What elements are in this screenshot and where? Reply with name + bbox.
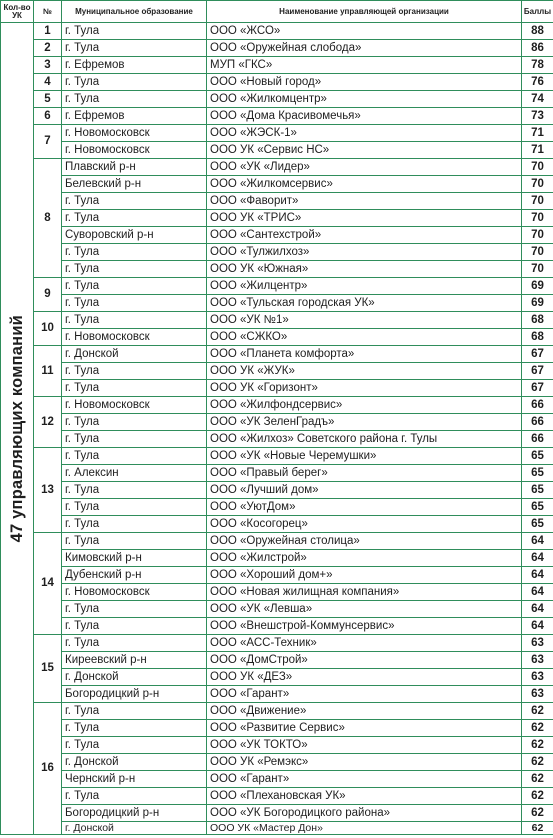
table-row <box>1 261 553 278</box>
municipality-cell: г. Тула <box>62 210 207 227</box>
score-cell: 67 <box>522 346 553 363</box>
score-cell: 62 <box>522 703 553 720</box>
score-cell: 74 <box>522 91 553 108</box>
municipality-cell: Белевский р-н <box>62 176 207 193</box>
table-row <box>1 397 553 414</box>
score-cell: 70 <box>522 176 553 193</box>
score-cell: 73 <box>522 108 553 125</box>
table-row <box>1 431 553 448</box>
municipality-cell: г. Тула <box>62 74 207 91</box>
organization-cell: ООО «Движение» <box>207 703 522 720</box>
municipality-cell: г. Тула <box>62 23 207 40</box>
score-cell: 62 <box>522 737 553 754</box>
score-cell: 63 <box>522 669 553 686</box>
table-row <box>1 822 553 835</box>
organization-cell: ООО «Жилцентр» <box>207 278 522 295</box>
table-row <box>1 142 553 159</box>
organization-cell: ООО «СЖКО» <box>207 329 522 346</box>
municipality-cell: г. Тула <box>62 482 207 499</box>
score-cell: 71 <box>522 125 553 142</box>
organization-cell: ООО «Оружейная столица» <box>207 533 522 550</box>
score-cell: 69 <box>522 278 553 295</box>
table-row <box>1 533 553 550</box>
organization-cell: ООО «ЖЭСК-1» <box>207 125 522 142</box>
municipality-cell: г. Тула <box>62 431 207 448</box>
rank-cell: 3 <box>34 57 62 74</box>
organization-cell: ООО УК «ДЕЗ» <box>207 669 522 686</box>
score-cell: 62 <box>522 822 553 835</box>
rank-cell: 1 <box>34 23 62 40</box>
score-cell: 78 <box>522 57 553 74</box>
organization-cell: ООО «Жилкомсервис» <box>207 176 522 193</box>
score-cell: 65 <box>522 448 553 465</box>
table-row <box>1 482 553 499</box>
organization-cell: ООО «УК ЗеленГрадъ» <box>207 414 522 431</box>
score-cell: 63 <box>522 635 553 652</box>
organization-cell: ООО «УК ТОКТО» <box>207 737 522 754</box>
table-row <box>1 176 553 193</box>
organization-cell: ООО «УК «Новые Черемушки» <box>207 448 522 465</box>
score-cell: 67 <box>522 380 553 397</box>
municipality-cell: г. Тула <box>62 414 207 431</box>
table-body <box>1 23 553 835</box>
header-num: № <box>34 1 62 23</box>
score-cell: 70 <box>522 227 553 244</box>
table-row <box>1 567 553 584</box>
rank-cell: 13 <box>34 448 62 533</box>
municipality-cell: г. Тула <box>62 516 207 533</box>
municipality-cell: г. Тула <box>62 601 207 618</box>
table-row <box>1 669 553 686</box>
organization-cell: ООО «Фаворит» <box>207 193 522 210</box>
organization-cell: ООО «Оружейная слобода» <box>207 40 522 57</box>
score-cell: 70 <box>522 244 553 261</box>
rank-cell: 15 <box>34 635 62 703</box>
organization-cell: ООО «Гарант» <box>207 686 522 703</box>
organization-cell: ООО «Новая жилищная компания» <box>207 584 522 601</box>
score-cell: 64 <box>522 584 553 601</box>
municipality-cell: г. Донской <box>62 346 207 363</box>
table-row <box>1 414 553 431</box>
organization-cell: ООО «УютДом» <box>207 499 522 516</box>
score-cell: 64 <box>522 618 553 635</box>
score-cell: 63 <box>522 652 553 669</box>
rank-cell: 7 <box>34 125 62 159</box>
organization-cell: ООО УК «ЖУК» <box>207 363 522 380</box>
rank-cell: 11 <box>34 346 62 397</box>
table-row <box>1 329 553 346</box>
table-row <box>1 74 553 91</box>
municipality-cell: г. Новомосковск <box>62 125 207 142</box>
rank-cell: 9 <box>34 278 62 312</box>
score-cell: 69 <box>522 295 553 312</box>
score-cell: 64 <box>522 533 553 550</box>
header-municipality: Муниципальное образование <box>62 1 207 23</box>
score-cell: 65 <box>522 465 553 482</box>
score-cell: 66 <box>522 414 553 431</box>
organization-cell: ООО «Жилфондсервис» <box>207 397 522 414</box>
municipality-cell: г. Ефремов <box>62 108 207 125</box>
rank-cell: 6 <box>34 108 62 125</box>
municipality-cell: Киреевский р-н <box>62 652 207 669</box>
municipality-cell: г. Тула <box>62 261 207 278</box>
table-row <box>1 703 553 720</box>
score-cell: 70 <box>522 261 553 278</box>
score-cell: 62 <box>522 720 553 737</box>
table-row <box>1 159 553 176</box>
organization-cell: ООО «Жилхоз» Советского района г. Тулы <box>207 431 522 448</box>
rank-cell: 14 <box>34 533 62 635</box>
score-cell: 71 <box>522 142 553 159</box>
table-row <box>1 686 553 703</box>
organization-cell: ООО «Лучший дом» <box>207 482 522 499</box>
rank-cell: 4 <box>34 74 62 91</box>
organization-cell: ООО УК «Горизонт» <box>207 380 522 397</box>
municipality-cell: г. Тула <box>62 533 207 550</box>
header-organization: Наименование управляющей организации <box>207 1 522 23</box>
table-row <box>1 363 553 380</box>
rank-cell: 8 <box>34 159 62 278</box>
organization-cell: ООО УК «Мастер Дон» <box>207 822 522 835</box>
header-row <box>1 1 553 23</box>
municipality-cell: г. Тула <box>62 193 207 210</box>
table-row <box>1 448 553 465</box>
score-cell: 63 <box>522 686 553 703</box>
organization-cell: ООО «Жилкомцентр» <box>207 91 522 108</box>
table-row <box>1 516 553 533</box>
table-row <box>1 57 553 74</box>
organization-cell: ООО «УК «Левша» <box>207 601 522 618</box>
municipality-cell: г. Тула <box>62 363 207 380</box>
score-cell: 66 <box>522 431 553 448</box>
header-score: Баллы <box>522 1 553 23</box>
organization-cell: ООО «Правый берег» <box>207 465 522 482</box>
table-row <box>1 584 553 601</box>
municipality-cell: Чернский р-н <box>62 771 207 788</box>
score-cell: 64 <box>522 601 553 618</box>
rank-cell: 5 <box>34 91 62 108</box>
organization-cell: ООО «Тульская городская УК» <box>207 295 522 312</box>
municipality-cell: г. Новомосковск <box>62 329 207 346</box>
organization-cell: ООО «Тулжилхоз» <box>207 244 522 261</box>
header-count: Кол-во УК <box>1 1 34 23</box>
organization-cell: ООО «АСС-Техник» <box>207 635 522 652</box>
organization-cell: ООО «УК «Лидер» <box>207 159 522 176</box>
score-cell: 62 <box>522 754 553 771</box>
municipality-cell: г. Донской <box>62 822 207 835</box>
organization-cell: ООО «Сантехстрой» <box>207 227 522 244</box>
table-row <box>1 754 553 771</box>
municipality-cell: Кимовский р-н <box>62 550 207 567</box>
municipality-cell: г. Тула <box>62 737 207 754</box>
score-cell: 64 <box>522 567 553 584</box>
organization-cell: ООО «Косогорец» <box>207 516 522 533</box>
organization-cell: ООО «ЖСО» <box>207 23 522 40</box>
rank-cell: 12 <box>34 397 62 448</box>
municipality-cell: г. Донской <box>62 754 207 771</box>
municipality-cell: Суворовский р-н <box>62 227 207 244</box>
table-row <box>1 737 553 754</box>
table-row <box>1 720 553 737</box>
organization-cell: ООО «Хороший дом+» <box>207 567 522 584</box>
organization-cell: ООО УК «Сервис НС» <box>207 142 522 159</box>
table-row <box>1 278 553 295</box>
score-cell: 65 <box>522 482 553 499</box>
score-cell: 67 <box>522 363 553 380</box>
table-row <box>1 635 553 652</box>
table-row <box>1 805 553 822</box>
score-cell: 64 <box>522 550 553 567</box>
organization-cell: ООО УК «ТРИС» <box>207 210 522 227</box>
municipality-cell: г. Тула <box>62 499 207 516</box>
table-row <box>1 40 553 57</box>
score-cell: 68 <box>522 329 553 346</box>
table-row <box>1 618 553 635</box>
municipality-cell: г. Тула <box>62 635 207 652</box>
organization-cell: ООО «Плехановская УК» <box>207 788 522 805</box>
municipality-cell: г. Тула <box>62 278 207 295</box>
organization-cell: ООО «Гарант» <box>207 771 522 788</box>
municipality-cell: г. Тула <box>62 380 207 397</box>
organization-cell: ООО «Новый город» <box>207 74 522 91</box>
score-cell: 65 <box>522 499 553 516</box>
score-cell: 76 <box>522 74 553 91</box>
organization-cell: ООО «Развитие Сервис» <box>207 720 522 737</box>
table-row <box>1 652 553 669</box>
organization-cell: ООО УК «Южная» <box>207 261 522 278</box>
municipality-cell: г. Ефремов <box>62 57 207 74</box>
score-cell: 62 <box>522 805 553 822</box>
municipality-cell: г. Тула <box>62 703 207 720</box>
score-cell: 70 <box>522 210 553 227</box>
municipality-cell: г. Тула <box>62 244 207 261</box>
organization-cell: ООО «Дома Красивомечья» <box>207 108 522 125</box>
organization-cell: ООО «УК Богородицкого района» <box>207 805 522 822</box>
municipality-cell: г. Тула <box>62 788 207 805</box>
table-row <box>1 380 553 397</box>
table-row <box>1 601 553 618</box>
organization-cell: МУП «ГКС» <box>207 57 522 74</box>
table-row <box>1 346 553 363</box>
rank-cell: 2 <box>34 40 62 57</box>
table-row <box>1 550 553 567</box>
table-row <box>1 23 553 40</box>
rank-cell: 16 <box>34 703 62 835</box>
municipality-cell: г. Тула <box>62 40 207 57</box>
organization-cell: ООО «Планета комфорта» <box>207 346 522 363</box>
municipality-cell: Дубенский р-н <box>62 567 207 584</box>
organization-cell: ООО «Внешстрой-Коммунсервис» <box>207 618 522 635</box>
company-count-label: 47 управляющих компаний <box>7 314 26 543</box>
table-row <box>1 312 553 329</box>
municipality-cell: г. Донской <box>62 669 207 686</box>
organization-cell: ООО «Жилстрой» <box>207 550 522 567</box>
municipality-cell: г. Новомосковск <box>62 397 207 414</box>
municipality-cell: г. Тула <box>62 91 207 108</box>
score-cell: 62 <box>522 771 553 788</box>
table-row <box>1 244 553 261</box>
table-row <box>1 227 553 244</box>
municipality-cell: г. Тула <box>62 720 207 737</box>
municipality-cell: г. Тула <box>62 312 207 329</box>
municipality-cell: Богородицкий р-н <box>62 805 207 822</box>
table-row <box>1 210 553 227</box>
score-cell: 65 <box>522 516 553 533</box>
rank-cell: 10 <box>34 312 62 346</box>
company-count-cell <box>1 23 34 835</box>
municipality-cell: г. Алексин <box>62 465 207 482</box>
table-row <box>1 499 553 516</box>
municipality-cell: г. Новомосковск <box>62 584 207 601</box>
score-cell: 86 <box>522 40 553 57</box>
municipality-cell: Богородицкий р-н <box>62 686 207 703</box>
score-cell: 88 <box>522 23 553 40</box>
score-cell: 70 <box>522 159 553 176</box>
table-row <box>1 193 553 210</box>
table-row <box>1 125 553 142</box>
municipality-cell: г. Новомосковск <box>62 142 207 159</box>
municipality-cell: г. Тула <box>62 448 207 465</box>
table-row <box>1 108 553 125</box>
municipality-cell: г. Тула <box>62 295 207 312</box>
organization-cell: ООО УК «Ремэкс» <box>207 754 522 771</box>
table-row <box>1 465 553 482</box>
table-row <box>1 295 553 312</box>
table-row <box>1 771 553 788</box>
score-cell: 66 <box>522 397 553 414</box>
score-cell: 68 <box>522 312 553 329</box>
score-cell: 70 <box>522 193 553 210</box>
organization-cell: ООО «ДомСтрой» <box>207 652 522 669</box>
municipality-cell: Плавский р-н <box>62 159 207 176</box>
score-cell: 62 <box>522 788 553 805</box>
table-row <box>1 91 553 108</box>
organization-cell: ООО «УК №1» <box>207 312 522 329</box>
municipality-cell: г. Тула <box>62 618 207 635</box>
table-row <box>1 788 553 805</box>
